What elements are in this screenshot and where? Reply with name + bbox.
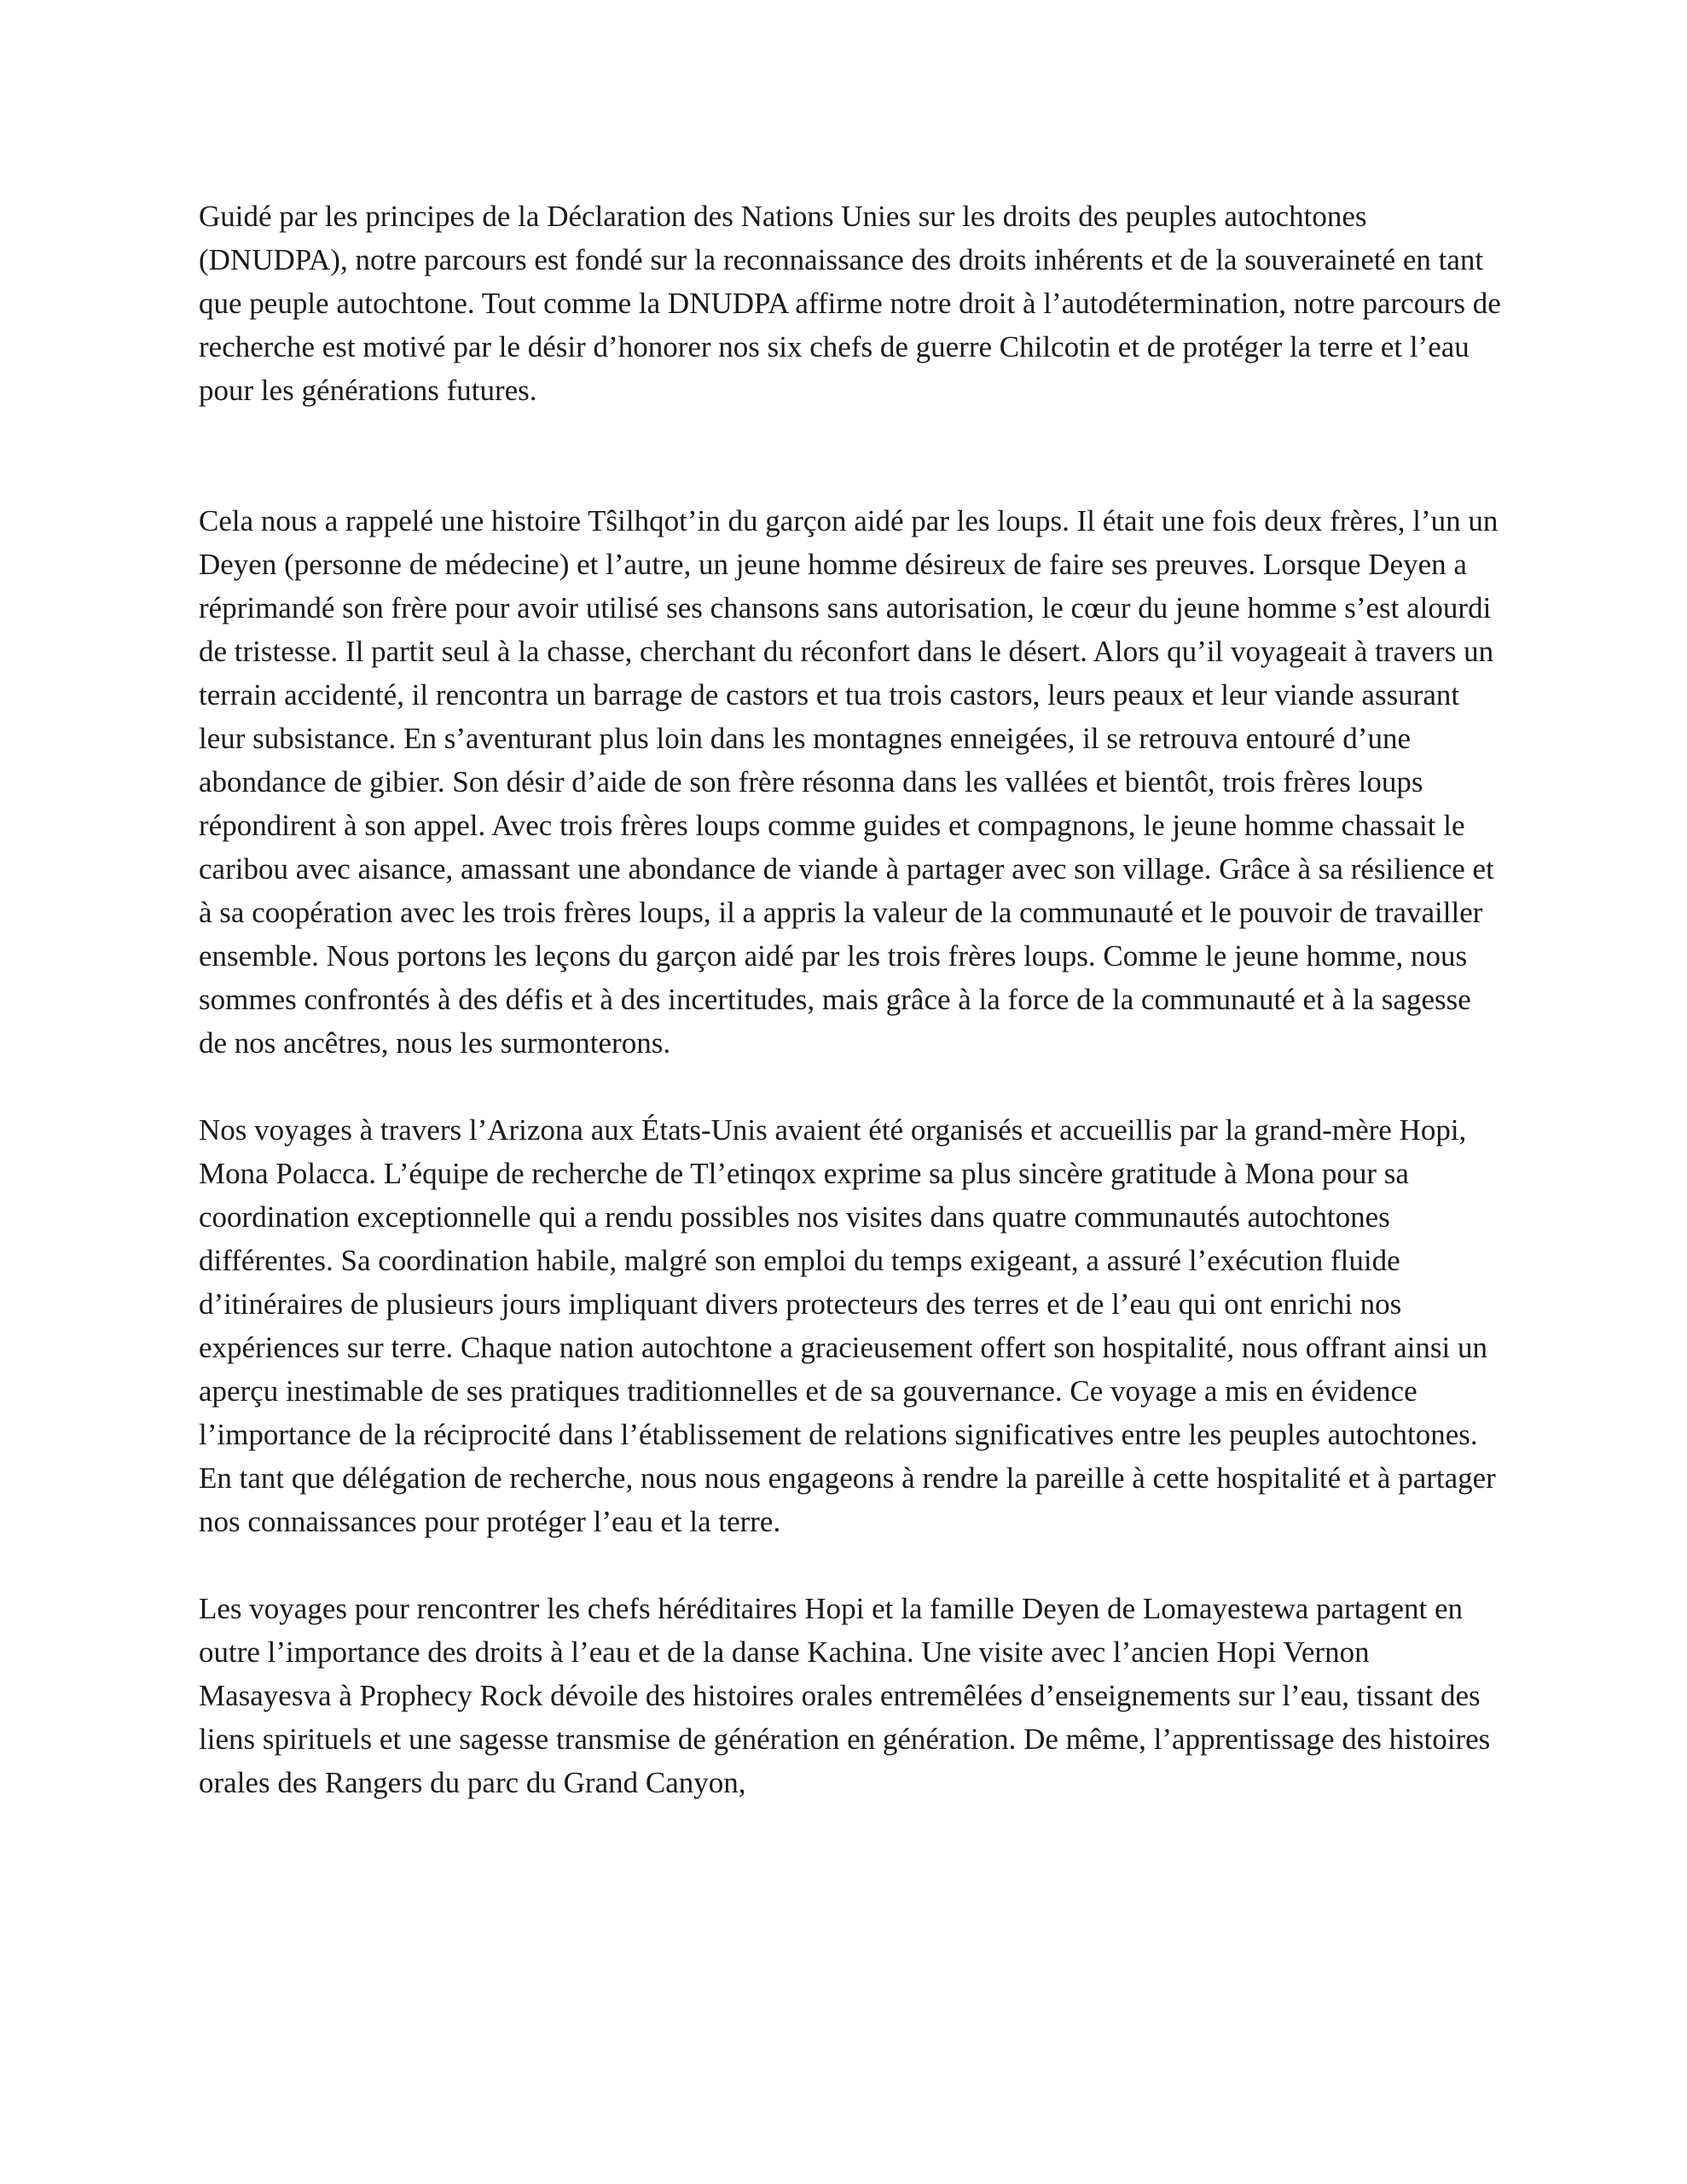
paragraph-arizona-travels: Nos voyages à travers l’Arizona aux États-Unis avaient été organisés et accueillis par la grand-mère Hopi, Mona Polacca. L’équipe de recherche de Tl’etinqox exprime sa plus sincère gratitude à Mona pour sa coordination exceptionnelle qui a rendu possibles nos visites dans quatre communautés autochtones différentes. Sa coordination habile, malgré son emploi du temps exigeant, a assuré l’exécution fluide d’itinéraires de plusieurs jours impliquant divers protecteurs des terres et de l’eau qui ont enrichi nos expériences sur terre. Chaque nation autochtone a gracieusement offert son hospitalité, nous offrant ainsi un aperçu inestimable de ses pratiques traditionnelles et de sa gouvernance. Ce voyage a mis en évidence l’importance de la réciprocité dans l’établissement de relations significatives entre les peuples autochtones. En tant que délégation de recherche, nous nous engageons à rendre la pareille à cette hospitalité et à partager nos connaissances pour protéger l’eau et la terre. xyxy=(199,1113,1496,1538)
paragraph-hopi-visits: Les voyages pour rencontrer les chefs héréditaires Hopi et la famille Deyen de Lomayestewa partagent en outre l’importance des droits à l’eau et de la danse Kachina. Une visite avec l’ancien Hopi Vernon Masayesva à Prophecy Rock dévoile des histoires orales entremêlées d’enseignements sur l’eau, tissant des liens spirituels et une sagesse transmise de génération en génération. De même, l’apprentissage des histoires orales des Rangers du parc du Grand Canyon, xyxy=(199,1592,1491,1799)
paragraph-undrip: Guidé par les principes de la Déclaration des Nations Unies sur les droits des peuples autochtones (DNUDPA), notre parcours est fondé sur la reconnaissance des droits inhérents et de la souveraineté en tant que peuple autochtone. Tout comme la DNUDPA affirme notre droit à l’autodétermination, notre parcours de recherche est motivé par le désir d’honorer nos six chefs de guerre Chilcotin et de protéger la terre et l’eau pour les générations futures. xyxy=(199,200,1501,407)
document-body xyxy=(199,195,1504,1804)
paragraph-wolf-story: Cela nous a rappelé une histoire Tŝilhqot’in du garçon aidé par les loups. Il était une fois deux frères, l’un un Deyen (personne de médecine) et l’autre, un jeune homme désireux de faire ses preuves. Lorsque Deyen a réprimandé son frère pour avoir utilisé ses chansons sans autorisation, le cœur du jeune homme s’est alourdi de tristesse. Il partit seul à la chasse, cherchant du réconfort dans le désert. Alors qu’il voyageait à travers un terrain accidenté, il rencontra un barrage de castors et tua trois castors, leurs peaux et leur viande assurant leur subsistance. En s’aventurant plus loin dans les montagnes enneigées, il se retrouva entouré d’une abondance de gibier. Son désir d’aide de son frère résonna dans les vallées et bientôt, trois frères loups répondirent à son appel. Avec trois frères loups comme guides et compagnons, le jeune homme chassait le caribou avec aisance, amassant une abondance de viande à partager avec son village. Grâce à sa résilience et à sa coopération avec les trois frères loups, il a appris la valeur de la communauté et le pouvoir de travailler ensemble. Nous portons les leçons du garçon aidé par les trois frères loups. Comme le jeune homme, nous sommes confrontés à des défis et à des incertitudes, mais grâce à la force de la communauté et à la sagesse de nos ancêtres, nous les surmonterons. xyxy=(199,504,1499,1060)
